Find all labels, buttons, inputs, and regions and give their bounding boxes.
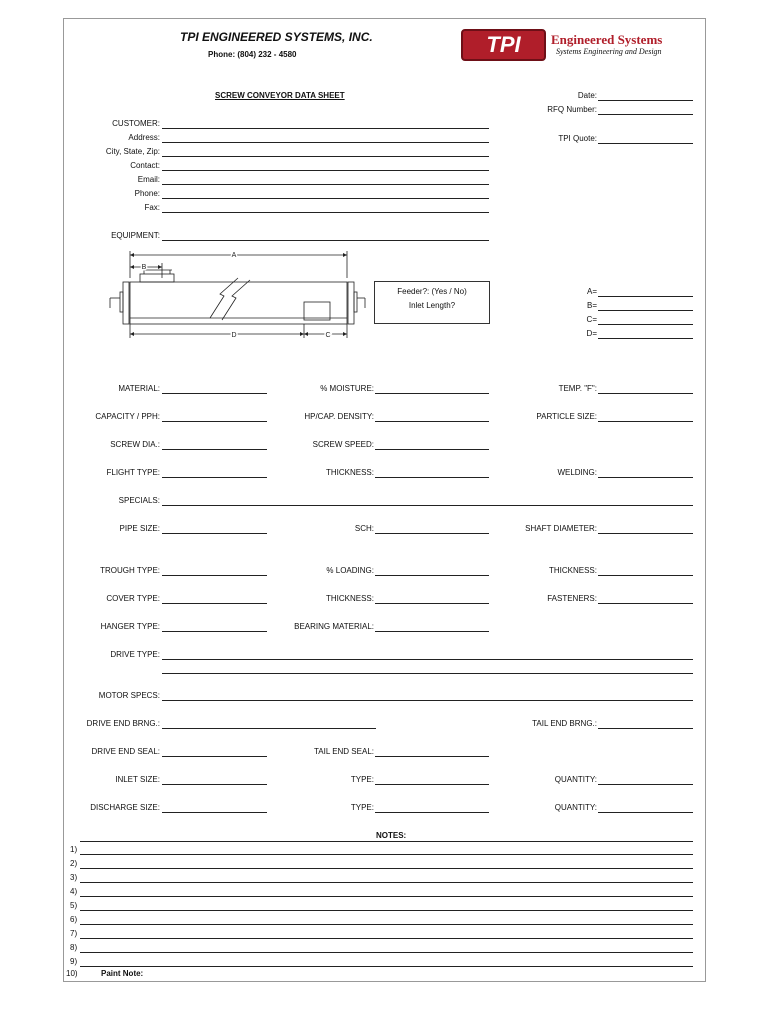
discharge-size-label: DISCHARGE SIZE: [90,803,160,812]
note-line-8[interactable] [80,952,693,953]
rfq-label: RFQ Number: [547,105,597,114]
dim-c-field[interactable] [598,324,693,325]
hanger-type-label: HANGER TYPE: [100,622,160,631]
note-line-7[interactable] [80,938,693,939]
welding-field[interactable] [598,477,693,478]
date-field[interactable] [598,100,693,101]
trough-type-label: TROUGH TYPE: [100,566,160,575]
trough-thickness-field[interactable] [598,575,693,576]
note-number: 5) [70,901,78,910]
rfq-field[interactable] [598,114,693,115]
dim-d-value-label: D= [586,329,597,338]
hanger-type-field[interactable] [162,631,267,632]
customer-field[interactable] [162,128,489,129]
sch-label: SCH: [354,524,374,533]
notes-top-line [80,841,693,842]
flight-thickness-field[interactable] [375,477,489,478]
contact-field[interactable] [162,170,489,171]
material-label: MATERIAL: [118,384,160,393]
sheet-title: SCREW CONVEYOR DATA SHEET [215,91,345,100]
tpi-logo-mark: TPI [486,32,521,57]
note-line-4[interactable] [80,896,693,897]
screw-speed-label: SCREW SPEED: [312,440,374,449]
date-label: Date: [577,91,597,100]
drive-type-field-2[interactable] [162,673,693,674]
dim-c-value-label: C= [586,315,597,324]
note-number: 7) [70,929,78,938]
loading-field[interactable] [375,575,489,576]
note-number: 6) [70,915,78,924]
paint-note-label: Paint Note: [101,969,144,978]
city-label: City, State, Zip: [105,147,160,156]
moisture-field[interactable] [375,393,489,394]
equipment-label: EQUIPMENT: [111,231,160,240]
drive-type-field[interactable] [162,659,693,660]
feeder-box [374,281,490,324]
note-number: 3) [70,873,78,882]
note-line-6[interactable] [80,924,693,925]
notes-title: NOTES: [376,831,407,840]
note-number: 8) [70,943,78,952]
discharge-quantity-field[interactable] [598,812,693,813]
discharge-type-label: TYPE: [350,803,374,812]
specials-label: SPECIALS: [118,496,160,505]
flight-type-label: FLIGHT TYPE: [106,468,160,477]
tpi-quote-label: TPI Quote: [558,134,597,143]
loading-label: % LOADING: [326,566,374,575]
density-field[interactable] [375,421,489,422]
address-field[interactable] [162,142,489,143]
feeder-question: Feeder?: (Yes / No) [397,287,467,296]
note-number: 4) [70,887,78,896]
sch-field[interactable] [375,533,489,534]
tpi-quote-field[interactable] [598,143,693,144]
motor-specs-field[interactable] [162,700,693,701]
trough-type-field[interactable] [162,575,267,576]
drive-end-brng-field[interactable] [162,728,376,729]
company-phone: Phone: (804) 232 - 4580 [208,50,297,59]
specials-field[interactable] [162,505,693,506]
shaft-diameter-label: SHAFT DIAMETER: [525,524,597,533]
inlet-length-question: Inlet Length? [408,301,456,310]
company-name: TPI ENGINEERED SYSTEMS, INC. [180,30,373,44]
particle-size-label: PARTICLE SIZE: [536,412,597,421]
inlet-type-field[interactable] [375,784,489,785]
tail-end-brng-field[interactable] [598,728,693,729]
flight-thickness-label: THICKNESS: [325,468,374,477]
cover-thickness-field[interactable] [375,603,489,604]
logo-name: Engineered Systems [551,32,663,47]
particle-size-field[interactable] [598,421,693,422]
cover-type-field[interactable] [162,603,267,604]
pipe-size-field[interactable] [162,533,267,534]
cover-type-label: COVER TYPE: [106,594,160,603]
bearing-material-field[interactable] [375,631,489,632]
screw-speed-field[interactable] [375,449,489,450]
tail-end-brng-label: TAIL END BRNG.: [532,719,597,728]
email-field[interactable] [162,184,489,185]
inlet-size-field[interactable] [162,784,267,785]
pipe-size-label: PIPE SIZE: [119,524,160,533]
note-number: 10) [66,969,78,978]
note-number: 9) [70,957,78,966]
screw-dia-label: SCREW DIA.: [110,440,160,449]
tail-end-seal-label: TAIL END SEAL: [313,747,374,756]
drive-end-brng-label: DRIVE END BRNG.: [86,719,160,728]
temp-field[interactable] [598,393,693,394]
discharge-size-field[interactable] [162,812,267,813]
note-line-1[interactable] [80,854,693,855]
phone-label: Phone: [134,189,160,198]
dim-b-label: B [141,264,147,271]
note-number: 1) [70,845,78,854]
dim-d-label: D [231,332,237,339]
welding-label: WELDING: [557,468,597,477]
dim-a-field[interactable] [598,296,693,297]
flight-type-field[interactable] [162,477,267,478]
inlet-quantity-label: QUANTITY: [554,775,597,784]
drive-end-seal-label: DRIVE END SEAL: [91,747,160,756]
discharge-quantity-label: QUANTITY: [554,803,597,812]
fax-label: Fax: [144,203,160,212]
drive-type-label: DRIVE TYPE: [110,650,160,659]
shaft-diameter-field[interactable] [598,533,693,534]
inlet-quantity-field[interactable] [598,784,693,785]
trough-thickness-label: THICKNESS: [548,566,597,575]
customer-label: CUSTOMER: [112,119,160,128]
note-line-2[interactable] [80,868,693,869]
cover-thickness-label: THICKNESS: [325,594,374,603]
discharge-type-field[interactable] [375,812,489,813]
moisture-label: % MOISTURE: [320,384,374,393]
drive-end-seal-field[interactable] [162,756,267,757]
note-line-5[interactable] [80,910,693,911]
tpi-logo [461,29,546,61]
phone-field[interactable] [162,198,489,199]
tail-end-seal-field[interactable] [375,756,489,757]
dim-c-label: C [325,332,331,339]
dim-d-field[interactable] [598,338,693,339]
logo-tagline: Systems Engineering and Design [556,47,662,56]
capacity-label: CAPACITY / PPH: [95,412,160,421]
dim-a-value-label: A= [586,287,597,296]
address-label: Address: [128,133,160,142]
conveyor-diagram [100,248,370,344]
fasteners-label: FASTENERS: [547,594,597,603]
density-label: HP/CAP. DENSITY: [304,412,374,421]
note-line-3[interactable] [80,882,693,883]
dim-b-value-label: B= [586,301,597,310]
city-field[interactable] [162,156,489,157]
inlet-size-label: INLET SIZE: [115,775,160,784]
fasteners-field[interactable] [598,603,693,604]
contact-label: Contact: [130,161,160,170]
fax-field[interactable] [162,212,489,213]
equipment-field[interactable] [162,240,489,241]
note-number: 2) [70,859,78,868]
dim-a-label: A [231,252,237,259]
note-line-9[interactable] [80,966,693,967]
inlet-type-label: TYPE: [350,775,374,784]
bearing-material-label: BEARING MATERIAL: [294,622,374,631]
temp-label: TEMP. "F": [558,384,597,393]
email-label: Email: [137,175,160,184]
capacity-field[interactable] [162,421,267,422]
material-field[interactable] [162,393,267,394]
dim-b-field[interactable] [598,310,693,311]
screw-dia-field[interactable] [162,449,267,450]
motor-specs-label: MOTOR SPECS: [98,691,160,700]
